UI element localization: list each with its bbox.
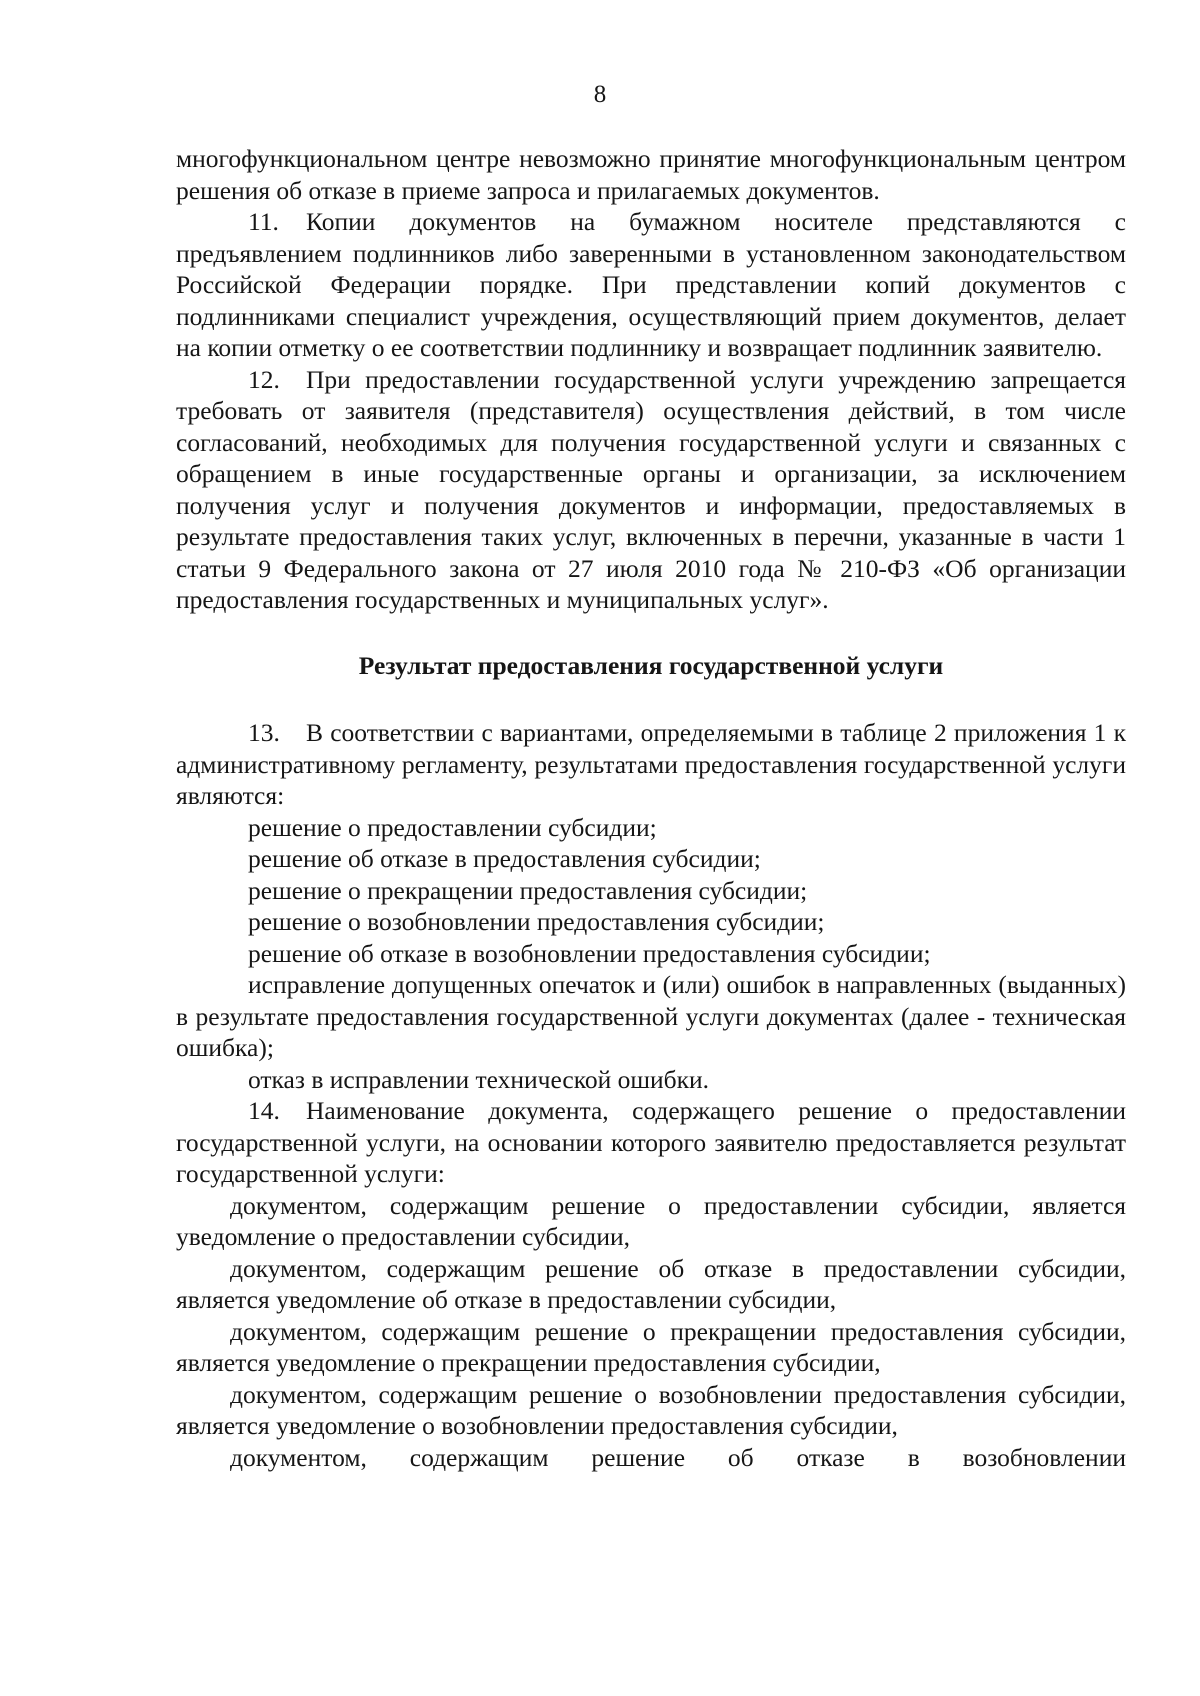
- document-body: [176, 143, 1126, 1473]
- document-item: документом, содержащим решение о предоставлении субсидии, является уведомление о предоставлении субсидии,: [176, 1190, 1126, 1251]
- document-item: документом, содержащим решение об отказе в предоставлении субсидии, является уведомление об отказе в предоставлении субсидии,: [176, 1253, 1126, 1314]
- paragraph-text: При предоставлении государственной услуги учреждению запрещается требовать от заявителя (представителя) осуществления действий, в том числе согласований, необходимых для получения государственной услуги и связанных с обращением в иные государственные органы и организации, за исключением получения услуг и получения документов и информации, предоставляемых в результате предоставления таких услуг, включенных в перечни, указанные в части 1 статьи 9 Федерального закона от 27 июля 2010 года № 210-ФЗ «Об организации предоставления государственных и муниципальных услуг».: [176, 364, 1126, 614]
- document-item: документом, содержащим решение об отказе в возобновлении: [230, 1442, 1126, 1472]
- result-item: решение об отказе в возобновлении предоставления субсидии;: [248, 938, 931, 968]
- result-item: решение о прекращении предоставления субсидии;: [248, 875, 808, 905]
- paragraph-text: В соответствии с вариантами, определяемыми в таблице 2 приложения 1 к административному регламенту, результатами предоставления государственной услуги являются:: [176, 718, 1126, 810]
- result-item: исправление допущенных опечаток и (или) ошибок в направленных (выданных) в результате предоставления государственной услуги документах (далее - техническая ошибка);: [176, 970, 1126, 1062]
- paragraph-13: [176, 717, 1126, 812]
- result-item: решение об отказе в предоставления субсидии;: [248, 844, 761, 873]
- paragraph-continuation: многофункциональном центре невозможно принятие многофункциональным центром решения об отказе в приеме запроса и прилагаемых документов.: [176, 144, 1126, 205]
- paragraph-text: Копии документов на бумажном носителе представляются с предъявлением подлинников либо заверенными в установленном законодательством Российской Федерации порядке. При представлении копий документов с подлинниками специалист учреждения, осуществляющий прием документов, делает на копии отметку о ее соответствии подлиннику и возвращает подлинник заявителю.: [176, 207, 1126, 362]
- document-item: документом, содержащим решение о прекращении предоставления субсидии, является уведомление о прекращении предоставления субсидии,: [176, 1316, 1126, 1377]
- paragraph-11: [176, 206, 1126, 364]
- section-heading: Результат предоставления государственной услуги: [358, 650, 944, 680]
- paragraph-number: 14.: [248, 1096, 280, 1125]
- page-number: 8: [593, 81, 607, 108]
- paragraph-number: 12.: [248, 364, 280, 394]
- paragraph-14: [176, 1095, 1126, 1190]
- result-item: решение о возобновлении предоставления субсидии;: [248, 907, 825, 936]
- result-item: отказ в исправлении технической ошибки.: [248, 1064, 710, 1094]
- document-item: документом, содержащим решение о возобновлении предоставления субсидии, является уведомление о возобновлении предоставления субсидии,: [176, 1379, 1126, 1440]
- paragraph-12: [176, 364, 1126, 616]
- paragraph-number: 13.: [248, 718, 280, 747]
- result-item: решение о предоставлении субсидии;: [248, 812, 657, 842]
- paragraph-number: 11.: [248, 207, 279, 236]
- paragraph-text: Наименование документа, содержащего решение о предоставлении государственной услуги, на основании которого заявителю предоставляется результат государственной услуги:: [176, 1096, 1126, 1188]
